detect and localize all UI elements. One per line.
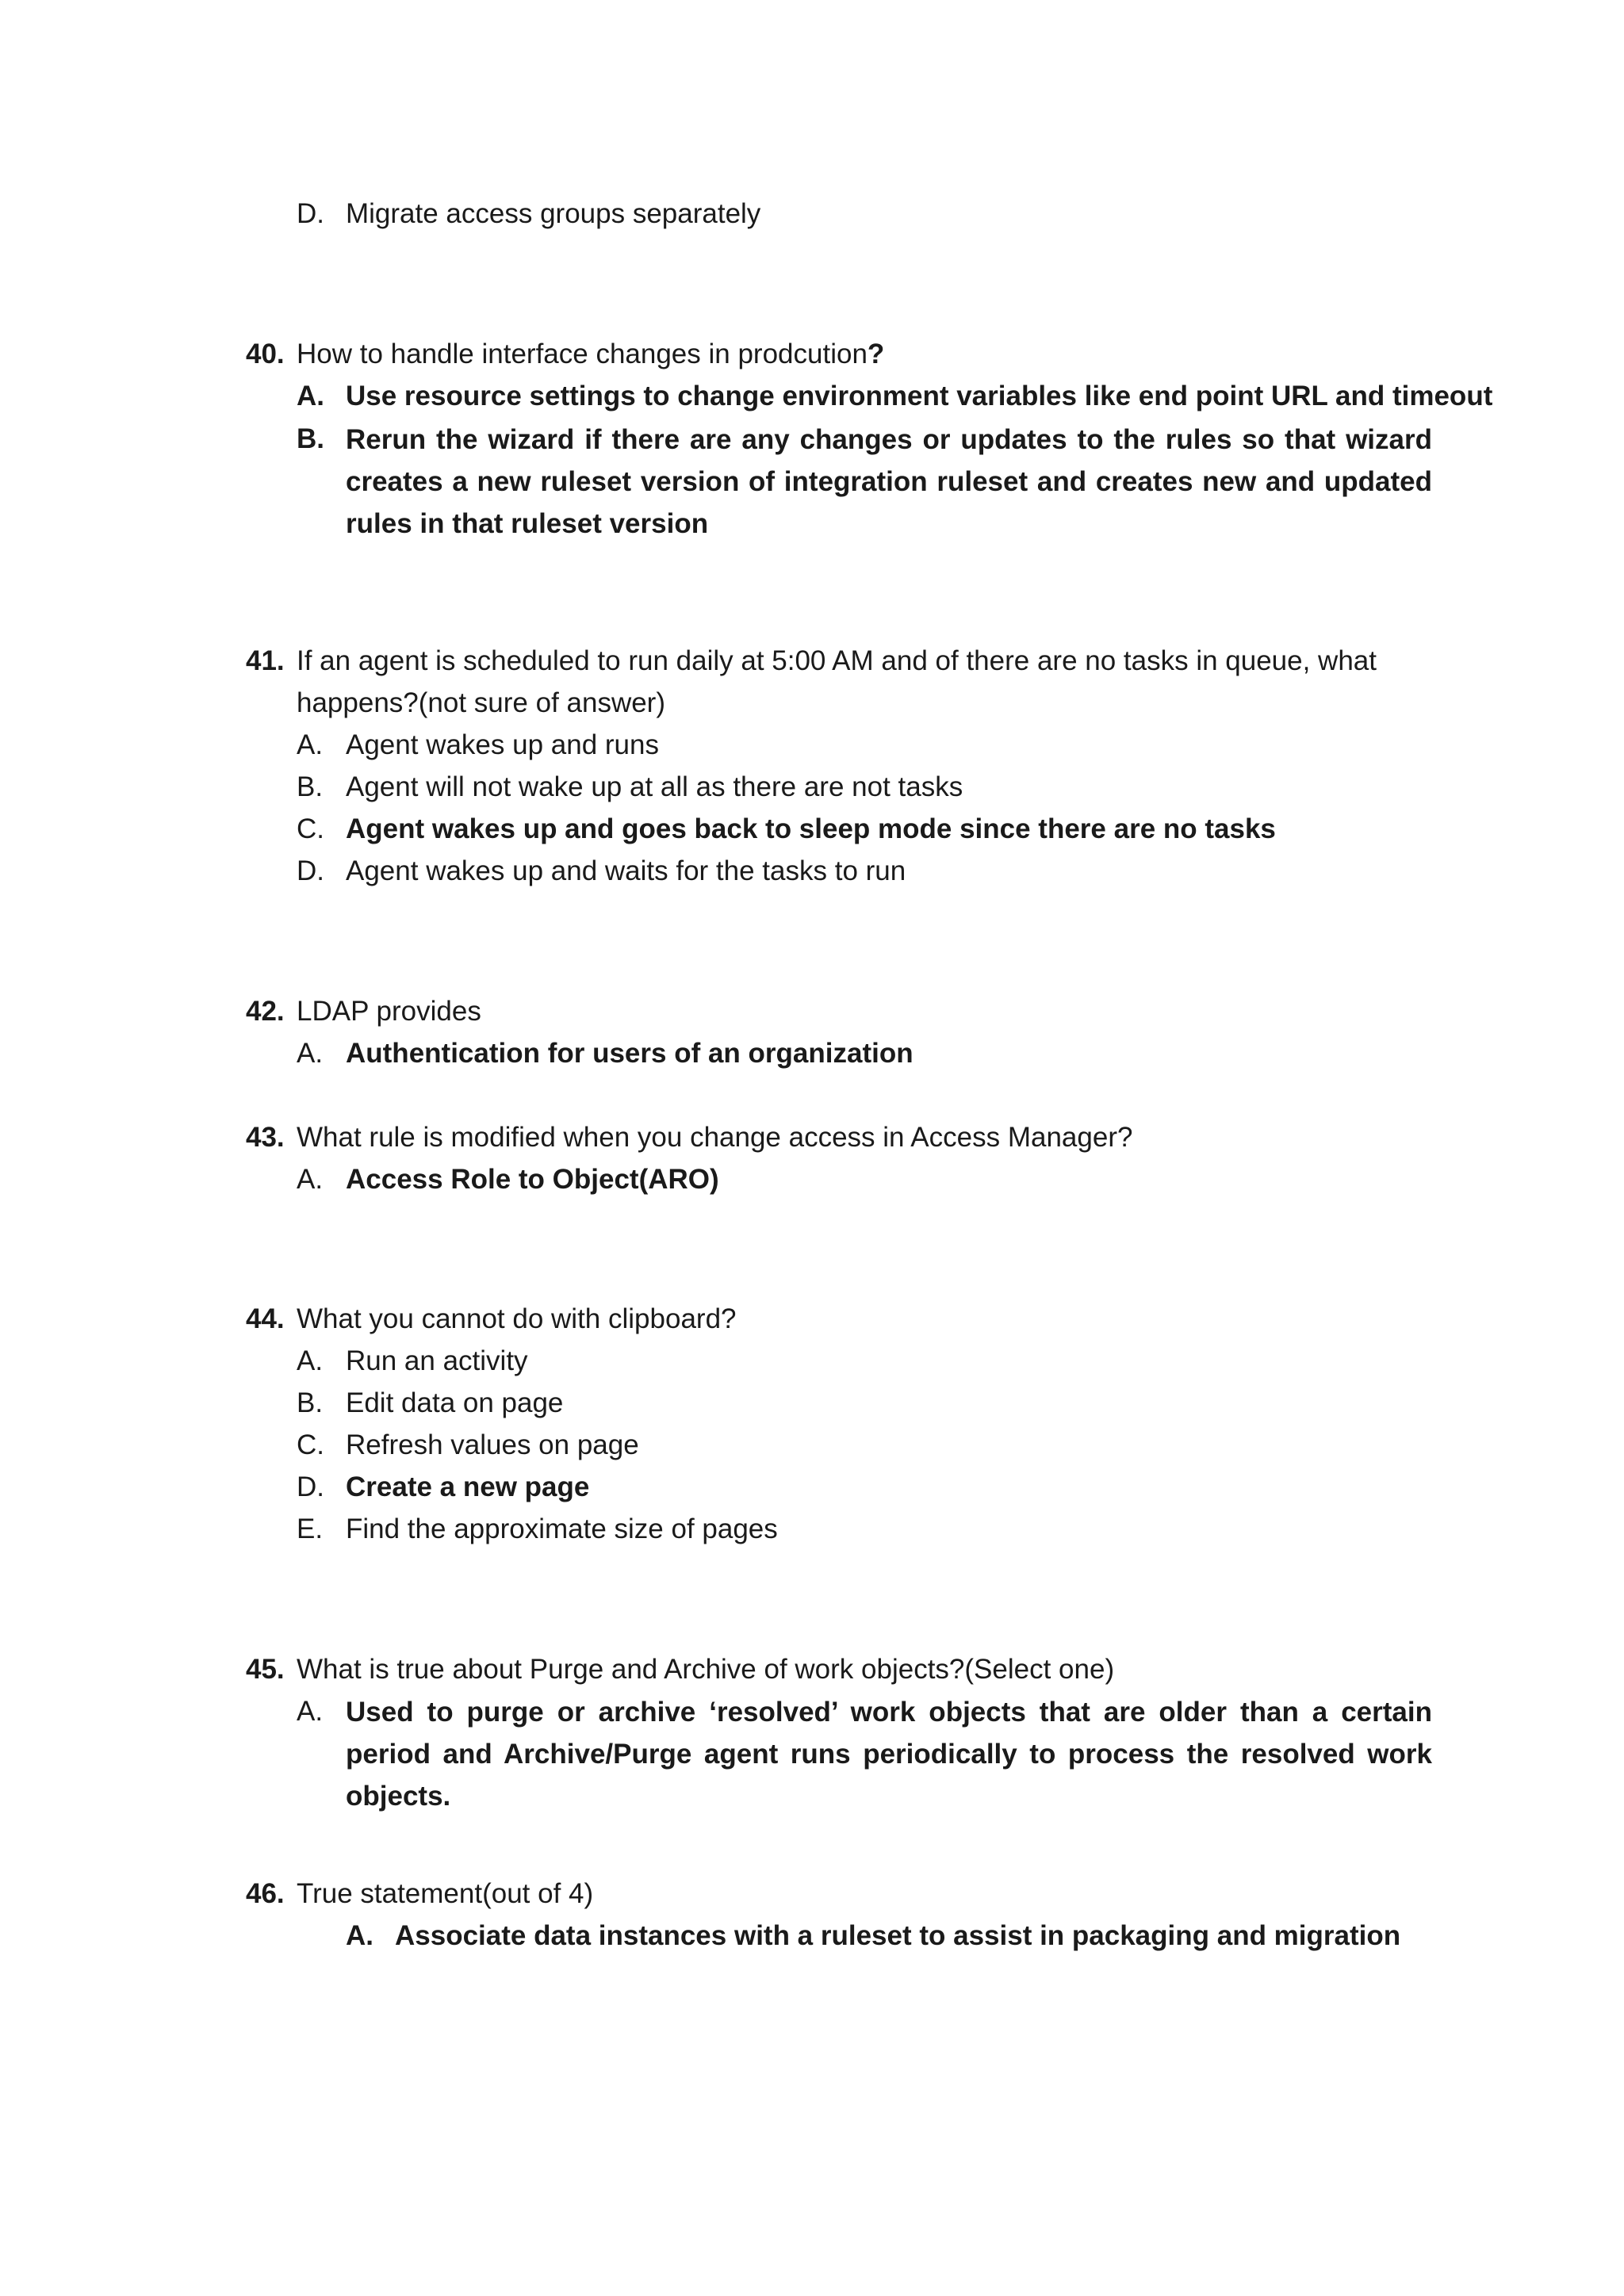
question-41-number: 41.: [246, 645, 285, 676]
question-45-text: What is true about Purge and Archive of work objects?(Select one): [297, 1654, 1115, 1685]
question-40-option-a-text: Use resource settings to change environment variables like end point URL and timeout: [346, 381, 1493, 411]
question-44-text: What you cannot do with clipboard?: [297, 1303, 737, 1334]
question-44-option-b-letter: B.: [297, 1387, 324, 1418]
question-44-option-e-text: Find the approximate size of pages: [346, 1513, 778, 1544]
question-41-option-b-letter: B.: [297, 771, 324, 802]
question-43-option-a-text: Access Role to Object(ARO): [346, 1164, 719, 1195]
question-43-number: 43.: [246, 1122, 285, 1153]
question-44-number: 44.: [246, 1303, 285, 1334]
question-40-qmark: ?: [867, 339, 885, 369]
question-41-option-d-letter: D.: [297, 855, 324, 886]
question-46-number: 46.: [246, 1878, 285, 1909]
question-46-option-a-letter: A.: [346, 1920, 373, 1951]
question-44-option-d-text: Create a new page: [346, 1471, 590, 1502]
question-41-option-a-letter: A.: [297, 729, 324, 760]
question-46-option-a-text: Associate data instances with a ruleset to assist in packaging and migration: [395, 1920, 1401, 1951]
question-41-option-d-text: Agent wakes up and waits for the tasks to run: [346, 855, 906, 886]
question-45-option-a-letter: A.: [297, 1696, 324, 1727]
question-44-option-d-letter: D.: [297, 1471, 324, 1502]
question-44-option-c-letter: C.: [297, 1429, 324, 1460]
question-41-option-b-text: Agent will not wake up at all as there are not tasks: [346, 771, 963, 802]
question-40-option-b-letter: B.: [297, 423, 324, 454]
question-44-option-c-text: Refresh values on page: [346, 1429, 639, 1460]
question-43-option-a-letter: A.: [297, 1164, 324, 1195]
question-41-option-c-letter: C.: [297, 813, 324, 844]
question-44-option-a-text: Run an activity: [346, 1345, 528, 1376]
question-41-text-line1: If an agent is scheduled to run daily at 5:00 AM and of there are no tasks in queue, what: [297, 645, 1377, 676]
prev-option-d-text: Migrate access groups separately: [346, 198, 761, 229]
question-41-text-line2: happens?(not sure of answer): [297, 687, 665, 718]
question-42-option-a-text: Authentication for users of an organization: [346, 1038, 914, 1069]
question-44-option-b-text: Edit data on page: [346, 1387, 564, 1418]
question-44-option-e-letter: E.: [297, 1513, 324, 1544]
question-40-text-body: How to handle interface changes in prodcution: [297, 339, 868, 369]
question-42-text: LDAP provides: [297, 996, 481, 1027]
question-41-option-c-text: Agent wakes up and goes back to sleep mode since there are no tasks: [346, 813, 1276, 844]
question-44-option-a-letter: A.: [297, 1345, 324, 1376]
question-40-number: 40.: [246, 339, 285, 369]
question-40-option-b-text: Rerun the wizard if there are any changes or updates to the rules so that wizard creates a new ruleset version of integration ruleset and creates new and updated rules in that ruleset version: [346, 424, 1432, 539]
prev-option-d-letter: D.: [297, 198, 324, 229]
question-46-text: True statement(out of 4): [297, 1878, 594, 1909]
question-45-option-a-text: Used to purge or archive ‘resolved’ work objects that are older than a certain period and Archive/Purge agent runs periodically to process the resolved work objects.: [346, 1697, 1432, 1812]
question-40-text: [297, 337, 884, 372]
question-41-option-a-text: Agent wakes up and runs: [346, 729, 659, 760]
question-42-option-a-letter: A.: [297, 1038, 324, 1069]
question-40-option-a-letter: A.: [297, 381, 324, 411]
question-42-number: 42.: [246, 996, 285, 1027]
question-45-number: 45.: [246, 1654, 285, 1685]
question-43-text: What rule is modified when you change access in Access Manager?: [297, 1122, 1133, 1153]
